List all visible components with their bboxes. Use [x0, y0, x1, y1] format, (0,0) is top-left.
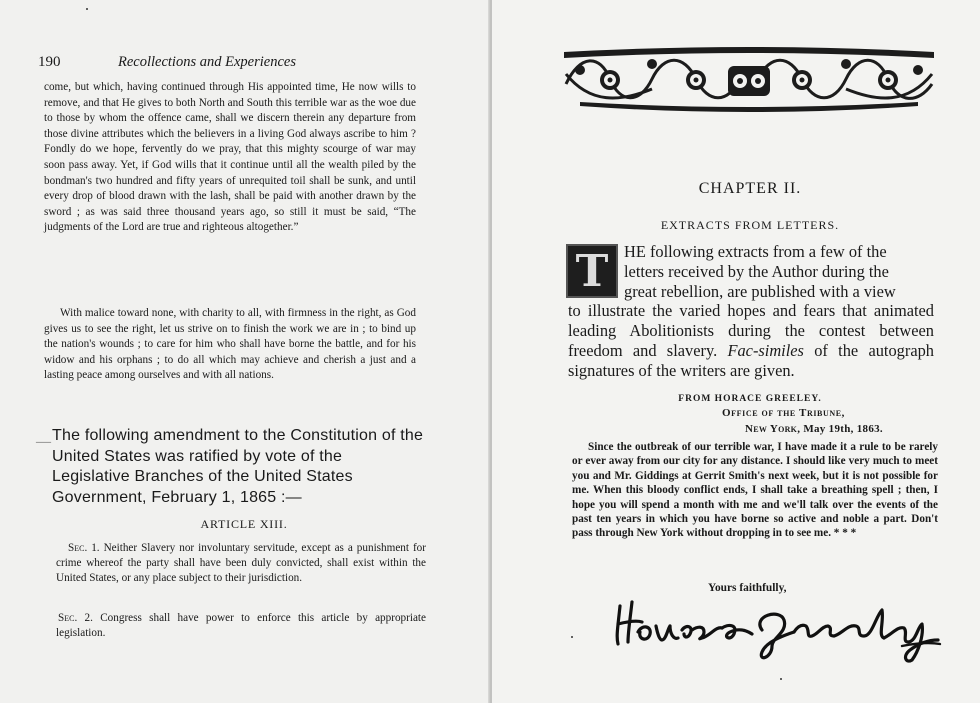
lincoln-paragraph-1: come, but which, having continued through His appointed time, He now wills to remove, and that He gives to both North and South this terrible war as the woe due to those by whom the offence came, shall we discern therein any departure from those divine attributes which the believers in a living God always ascribe to him ? Fondly do we hope, fervently do we pray, that this mighty scourge of war may soon pass away. Yet, if God wills that it continue until all the wealth piled by the bondman's two hundred and fifty years of unrequited toil shall be sunk, and until every drop of blood drawn with the lash, shall be paid with another drawn by the sword ; as was said three thousand years ago, so still it must be said, “The judgments of the Lord are true and righteous altogether.” — [44, 81, 416, 234]
section-1-label: Sec. 1. — [68, 542, 100, 554]
section-2 — [56, 611, 426, 641]
letter-closing: Yours faithfully, — [708, 582, 787, 594]
intro-line-3: great rebellion, are published with a view — [624, 281, 896, 301]
section-2-text: Congress shall have power to enforce this article by appropriate legislation. — [56, 612, 427, 640]
page-number: 190 — [38, 54, 61, 70]
letter-from-heading: FROM HORACE GREELEY. — [678, 394, 822, 404]
page-speck — [571, 636, 573, 638]
letter-city: New York, — [745, 423, 801, 435]
chapter-title: CHAPTER II. — [698, 180, 802, 197]
ornamental-headpiece-icon — [560, 44, 938, 114]
page-speck — [86, 8, 88, 10]
section-1-text: Neither Slavery nor involuntary servitude, except as a punishment for crime whereof the party shall have been duly convicted, shall exist within the United States, or any place subject to their jurisdiction. — [56, 542, 427, 585]
running-title: Recollections and Experiences — [118, 54, 296, 70]
section-1 — [56, 541, 426, 587]
chapter-subtitle: EXTRACTS FROM LETTERS. — [660, 218, 840, 232]
letter-date: May 19th, 1863. — [803, 423, 883, 435]
letter-body: Since the outbreak of our terrible war, I have made it a rule to be rarely or ever away from our city for any distance. I should like very much to meet you and Mr. Giddings at Gerrit Smith's next week, but it is not possible for me. When this bloody conflict ends, I shall take a breathing spell ; then, I hope you will spend a month with me and we'll talk over the events of the past ten years in which you have borne so active and noble a part. Don't pass through New York without dropping in to see me. * * * — [572, 441, 938, 540]
article-title: ARTICLE XIII. — [200, 517, 288, 531]
intro-end: of the autograph signatures of the writers are given. — [568, 340, 934, 380]
margin-dash: — — [36, 434, 51, 450]
intro-rest: to illustrate the varied hopes and fears that animated leading Abolitionists during the contest between freedom and slavery. — [568, 301, 934, 360]
lincoln-paragraph-2: With malice toward none, with charity to all, with firmness in the right, as God gives us to see the right, let us strive on to finish the work we are in ; to bind up the nation's wounds ; to care for him who shall have borne the battle, and for his widow and his orphans ; to do all which may achieve and cherish a just and a lasting peace among ourselves and with all nations. — [44, 307, 416, 382]
section-2-label: Sec. 2. — [58, 612, 93, 624]
intro-line-2: letters received by the Author during the — [624, 261, 889, 281]
letter-dateline — [745, 423, 883, 435]
letter-office: Office of the Tribune, — [722, 407, 846, 419]
amendment-intro: The following amendment to the Constitution of the United States was ratified by vote of the Legislative Branches of the United States Government, February 1, 1865 :— — [52, 427, 424, 506]
intro-facsimiles: Fac-similes — [727, 340, 804, 360]
dropcap-letter: T — [575, 246, 609, 297]
running-head — [38, 54, 296, 71]
intro-line-1: HE following extracts from a few of the — [624, 242, 887, 261]
chapter-intro — [568, 242, 934, 381]
signature-autograph — [612, 596, 942, 666]
page-speck — [780, 678, 782, 680]
